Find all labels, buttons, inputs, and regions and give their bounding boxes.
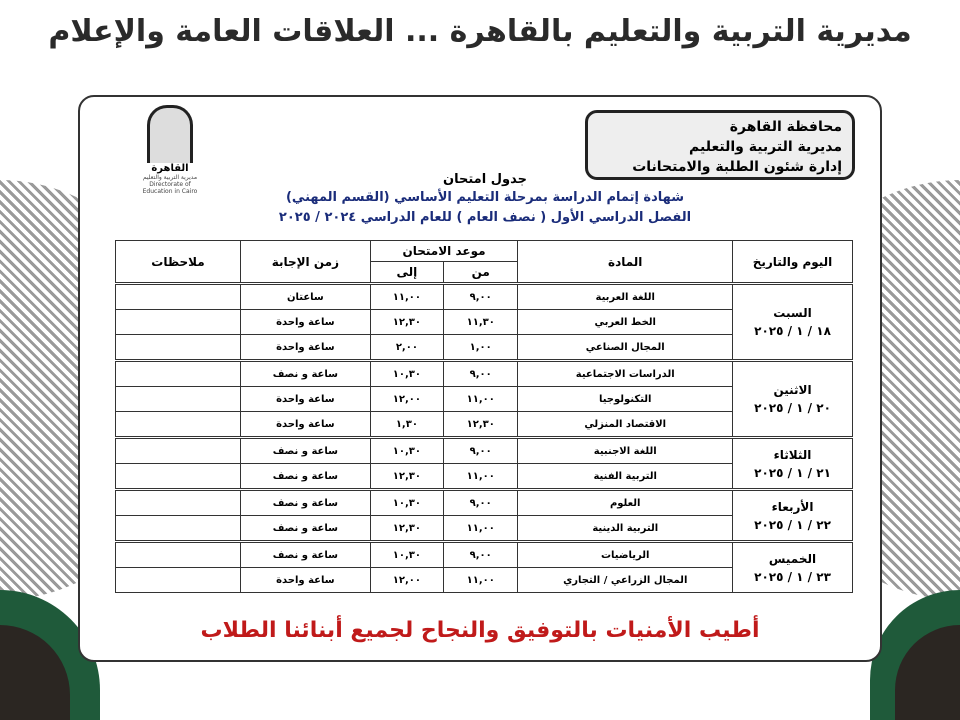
from-cell: ٩,٠٠ <box>444 542 518 568</box>
subject-cell: اللغة الاجنبية <box>518 438 733 464</box>
notes-cell <box>116 387 241 412</box>
table-row <box>116 361 853 387</box>
to-cell: ١٢,٠٠ <box>370 387 443 412</box>
logo-arch-icon <box>147 105 193 163</box>
notes-cell <box>116 335 241 361</box>
notes-cell <box>116 310 241 335</box>
to-cell: ١٠,٣٠ <box>370 490 443 516</box>
day-date: ٢٠ / ١ / ٢٠٢٥ <box>754 401 831 415</box>
notes-cell <box>116 361 241 387</box>
notes-cell <box>116 412 241 438</box>
duration-cell: ساعة و نصف <box>241 516 371 542</box>
header-time: موعد الامتحان <box>370 241 518 262</box>
footer-wishes: أطيب الأمنيات بالتوفيق والنجاح لجميع أبنائنا الطلاب <box>200 618 760 643</box>
day-date: ٢١ / ١ / ٢٠٢٥ <box>754 465 831 480</box>
subject-cell: الاقتصاد المنزلي <box>518 412 733 438</box>
subject-cell: التربية الدينية <box>518 516 733 542</box>
banner-title: مديرية التربية والتعليم بالقاهرة ... العلاقات العامة والإعلام <box>48 14 912 49</box>
day-cell <box>733 284 853 361</box>
notes-cell <box>116 284 241 310</box>
from-cell: ٩,٠٠ <box>444 361 518 387</box>
table-row <box>116 284 853 310</box>
to-cell: ١٠,٣٠ <box>370 438 443 464</box>
day-date: ١٨ / ١ / ٢٠٢٥ <box>754 324 831 338</box>
duration-cell: ساعة و نصف <box>241 361 371 387</box>
notes-cell <box>116 490 241 516</box>
subject-cell: اللغة العربية <box>518 284 733 310</box>
day-name: السبت <box>773 306 812 320</box>
org-line: محافظة القاهرة <box>729 119 842 135</box>
org-line: إدارة شئون الطلبة والامتحانات <box>632 159 842 175</box>
notes-cell <box>116 542 241 568</box>
header-duration: زمن الإجابة <box>241 241 371 284</box>
to-cell: ١٢,٣٠ <box>370 464 443 490</box>
day-cell <box>733 361 853 438</box>
from-cell: ١,٠٠ <box>444 335 518 361</box>
term-title: الفصل الدراسي الأول ( نصف العام ) للعام الدراسي ٢٠٢٤ / ٢٠٢٥ <box>278 210 692 225</box>
exam-schedule-table <box>115 240 853 593</box>
duration-cell: ساعة و نصف <box>241 438 371 464</box>
from-cell: ١١,٠٠ <box>444 568 518 593</box>
logo-subtitle: مديرية التربية والتعليم <box>142 174 198 181</box>
subject-cell: العلوم <box>518 490 733 516</box>
notes-cell <box>116 464 241 490</box>
header-day: اليوم والتاريخ <box>733 241 853 284</box>
day-cell <box>733 490 853 542</box>
duration-cell: ساعة واحدة <box>241 335 371 361</box>
to-cell: ١١,٠٠ <box>370 284 443 310</box>
to-cell: ١٠,٣٠ <box>370 361 443 387</box>
duration-cell: ساعة واحدة <box>241 412 371 438</box>
duration-cell: ساعة واحدة <box>241 568 371 593</box>
to-cell: ١٢,٣٠ <box>370 310 443 335</box>
notes-cell <box>116 438 241 464</box>
day-date: ٢٢ / ١ / ٢٠٢٥ <box>754 517 831 532</box>
to-cell: ١٢,٣٠ <box>370 516 443 542</box>
org-box <box>585 110 855 180</box>
to-cell: ٢,٠٠ <box>370 335 443 361</box>
duration-cell: ساعة واحدة <box>241 387 371 412</box>
logo-name: القاهرة <box>151 163 189 174</box>
subject-cell: التكنولوجيا <box>518 387 733 412</box>
day-name: الخميس <box>768 551 817 566</box>
subject-cell: الرياضيات <box>518 542 733 568</box>
subject-cell: التربية الفنية <box>518 464 733 490</box>
from-cell: ١١,٣٠ <box>444 310 518 335</box>
day-name: الثلاثاء <box>773 447 812 462</box>
notes-cell <box>116 516 241 542</box>
header-subject: المادة <box>518 241 733 284</box>
header-from: من <box>444 262 518 284</box>
day-date: ٢٣ / ١ / ٢٠٢٥ <box>754 569 831 584</box>
subject-cell: المجال الصناعي <box>518 335 733 361</box>
subject-cell: المجال الزراعي / التجاري <box>518 568 733 593</box>
subject-cell: الدراسات الاجتماعية <box>518 361 733 387</box>
notes-cell <box>116 568 241 593</box>
day-cell <box>733 542 853 593</box>
header-notes: ملاحظات <box>116 241 241 284</box>
duration-cell: ساعتان <box>241 284 371 310</box>
day-name: الأربعاء <box>771 499 814 514</box>
table-row <box>116 542 853 568</box>
logo-subtitle-en: Directorate of Education in Cairo <box>142 181 198 195</box>
to-cell: ١,٣٠ <box>370 412 443 438</box>
schedule-title: جدول امتحان <box>443 172 527 187</box>
from-cell: ٩,٠٠ <box>444 490 518 516</box>
table-row <box>116 490 853 516</box>
duration-cell: ساعة و نصف <box>241 464 371 490</box>
certificate-title: شهادة إتمام الدراسة بمرحلة التعليم الأساسي (القسم المهني) <box>285 190 685 205</box>
duration-cell: ساعة و نصف <box>241 542 371 568</box>
day-cell <box>733 438 853 490</box>
duration-cell: ساعة و نصف <box>241 490 371 516</box>
org-line: مديرية التربية والتعليم <box>689 139 842 155</box>
from-cell: ١٢,٣٠ <box>444 412 518 438</box>
to-cell: ١٢,٠٠ <box>370 568 443 593</box>
header-to: إلى <box>370 262 443 284</box>
from-cell: ٩,٠٠ <box>444 284 518 310</box>
table-row <box>116 438 853 464</box>
day-name: الاثنين <box>773 383 812 397</box>
from-cell: ٩,٠٠ <box>444 438 518 464</box>
subject-cell: الخط العربي <box>518 310 733 335</box>
from-cell: ١١,٠٠ <box>444 387 518 412</box>
duration-cell: ساعة واحدة <box>241 310 371 335</box>
from-cell: ١١,٠٠ <box>444 464 518 490</box>
to-cell: ١٠,٣٠ <box>370 542 443 568</box>
from-cell: ١١,٠٠ <box>444 516 518 542</box>
